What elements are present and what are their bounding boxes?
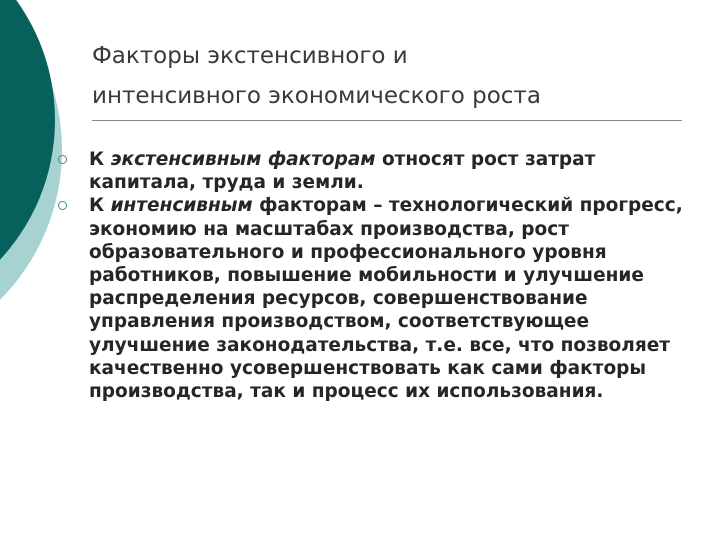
bullet-emphasis: экстенсивным факторам [110,149,376,170]
title-line-2: интенсивного экономического роста [92,83,541,109]
title-divider [92,120,682,121]
title-line-1: Факторы экстенсивного и [92,43,408,69]
bullet-emphasis: интенсивным [110,195,253,217]
bullet-circle-icon [58,201,67,210]
bullet-extensive [58,148,708,194]
bullet-intensive [58,194,708,403]
bullet-lead: К [89,195,111,217]
bullet-circle-icon [58,155,67,164]
bullet-list [58,148,708,403]
slide-title [92,36,692,116]
bullet-text: факторам – технологический прогресс, экономию на масштабах производства, рост образовательного и профессионального уровня работников, повышение мобильности и улучшение распределения ресурсов, совершенствование управления производством, соответствующее улучшение законодательства, т.е. все, что позволяет качественно усовершенствовать как сами факторы производства, так и процесс их использования. [89,195,683,403]
bullet-lead: К [89,149,111,170]
bullet-text: относят рост затрат капитала, труда и земли. [89,149,596,194]
